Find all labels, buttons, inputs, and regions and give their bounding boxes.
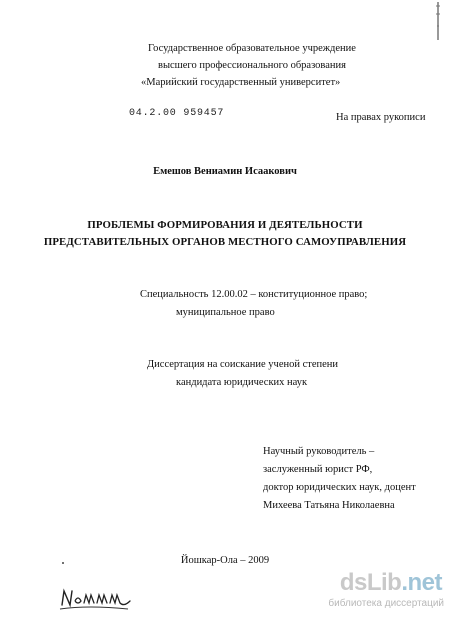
title-line-2: ПРЕДСТАВИТЕЛЬНЫХ ОРГАНОВ МЕСТНОГО САМОУПРАВЛЕНИЯ [43,236,407,248]
institution-line-1: Государственное образовательное учреждение [148,43,356,54]
supervisor-line-4: Михеева Татьяна Николаевна [263,500,395,511]
supervisor-line-3: доктор юридических наук, доцент [263,482,416,493]
rights-note: На правах рукописи [336,112,426,123]
institution-line-2: высшего профессионального образования [158,60,346,71]
institution-line-3: «Марийский государственный университет» [141,77,341,88]
degree-line-1: Диссертация на соискание ученой степени [147,359,339,370]
dslib-logo-accent: .net [401,569,442,596]
handwritten-signature [58,583,138,613]
scan-edge-mark [435,0,441,42]
dslib-logo-main: dsLib [339,569,402,596]
title-line-1: ПРОБЛЕМЫ ФОРМИРОВАНИЯ И ДЕЯТЕЛЬНОСТИ [87,219,363,231]
dslib-subtitle: библиотека диссертаций [328,598,444,609]
registration-stamp: 04.2.00 959457 [129,108,225,119]
specialty-line-1: Специальность 12.00.02 – конституционное право; [140,289,368,300]
specialty-line-2: муниципальное право [176,307,275,318]
dslib-watermark [330,568,448,616]
supervisor-line-1: Научный руководитель – [263,446,375,457]
dslib-logo [340,570,442,596]
supervisor-line-2: заслуженный юрист РФ, [263,464,373,475]
author-name: Емешов Вениамин Исаакович [153,166,297,177]
degree-line-2: кандидата юридических наук [176,377,308,388]
place-year: Йошкар-Ола – 2009 [180,555,270,566]
